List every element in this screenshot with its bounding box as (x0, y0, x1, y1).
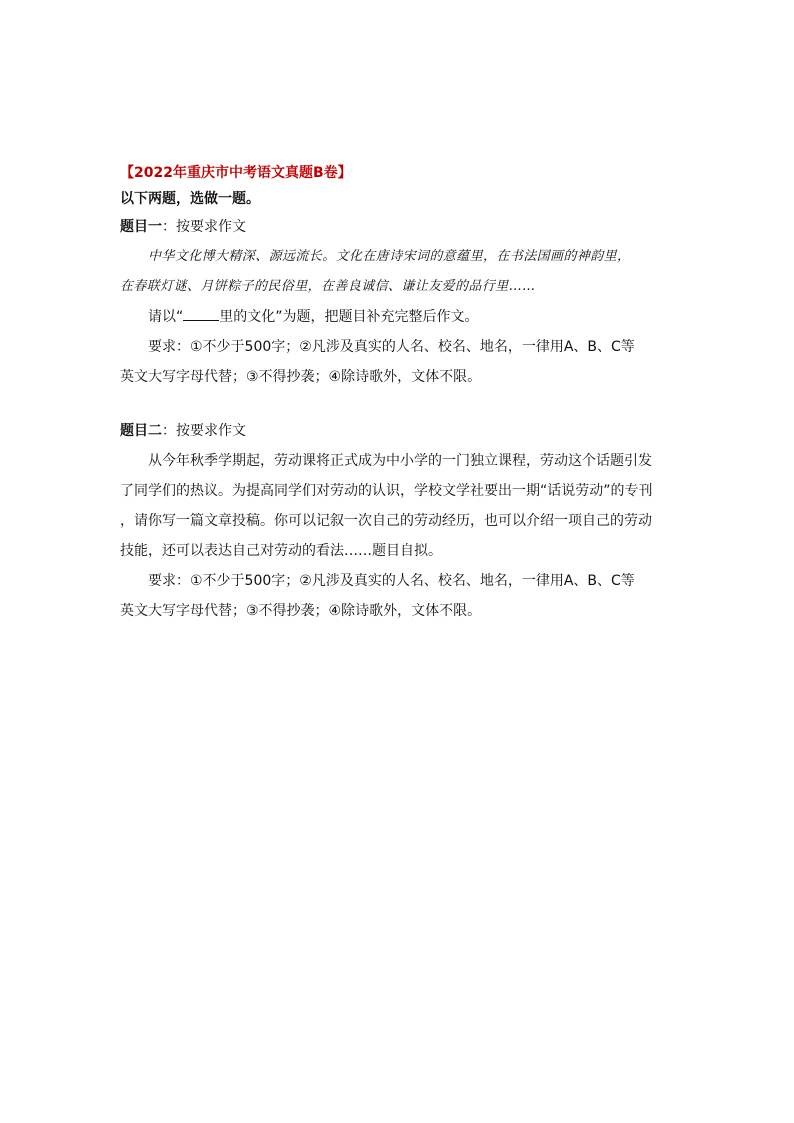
topic2-body-line3: ，请你写一篇文章投稿。你可以记叙一次自己的劳动经历，也可以介绍一项自己的劳动 (120, 513, 652, 529)
instruction: 以下两题，选做一题。 (120, 191, 260, 207)
topic2-body-line2: 了同学们的热议。为提高同学们对劳动的认识，学校文学社要出一期“话说劳动”的专刊 (120, 483, 653, 499)
document-page (120, 160, 680, 626)
topic2-body (120, 446, 680, 566)
topic1-requirements (120, 332, 680, 392)
topic2-req-line1: 要求：①不少于500字；②凡涉及真实的人名、校名、地名，一律用A、B、C等 (148, 573, 635, 589)
topic2-body-line4: 技能，还可以表达自己对劳动的看法……题目自拟。 (120, 543, 442, 559)
topic1-prompt-before: 请以“ (148, 309, 184, 325)
topic2-sep: ： (162, 423, 176, 439)
fill-blank (183, 306, 219, 321)
topic2-heading-text: 按要求作文 (176, 423, 246, 439)
section-gap (120, 392, 680, 416)
topic1-intro-line1: 中华文化博大精深、源远流长。文化在唐诗宋词的意蕴里，在书法国画的神韵里， (148, 249, 631, 264)
topic2-req-line2: 英文大写字母代替；③不得抄袭；④除诗歌外，文体不限。 (120, 603, 482, 619)
topic2-heading (120, 416, 680, 446)
topic1-sep: ： (162, 219, 176, 235)
topic1-heading-text: 按要求作文 (176, 219, 246, 235)
topic2-body-line1: 从今年秋季学期起，劳动课将正式成为中小学的一门独立课程，劳动这个话题引发 (148, 453, 652, 469)
topic1-label: 题目一 (120, 219, 162, 235)
topic2-label: 题目二 (120, 423, 162, 439)
topic1-heading (120, 212, 680, 242)
topic1-intro (120, 242, 680, 302)
topic1-prompt-after: 里的文化”为题，把题目补充完整后作文。 (219, 309, 479, 325)
topic1-req-line1: 要求：①不少于500字；②凡涉及真实的人名、校名、地名，一律用A、B、C等 (148, 339, 635, 355)
topic2-requirements (120, 566, 680, 626)
topic1-prompt (120, 302, 680, 332)
exam-title: 【2022年重庆市中考语文真题B卷】 (120, 165, 352, 181)
topic1-intro-line2: 在春联灯谜、月饼粽子的民俗里，在善良诚信、谦让友爱的品行里…… (120, 279, 536, 294)
topic1-req-line2: 英文大写字母代替；③不得抄袭；④除诗歌外，文体不限。 (120, 369, 482, 385)
